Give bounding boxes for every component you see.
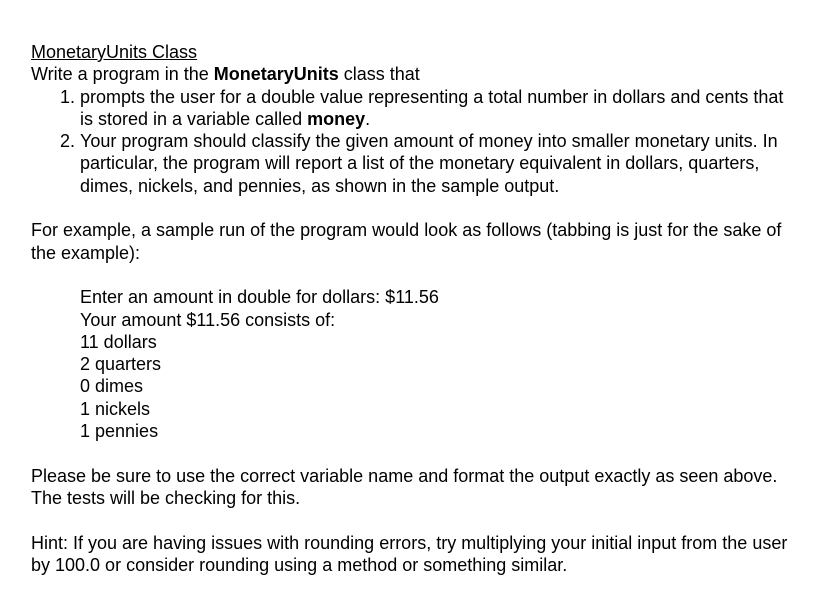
spacer bbox=[31, 442, 791, 464]
intro-suffix: class that bbox=[338, 64, 420, 85]
spacer bbox=[31, 509, 791, 531]
intro-text bbox=[31, 63, 791, 85]
sample-line: Your amount $11.56 consists of: bbox=[80, 309, 336, 330]
sample-line: 11 dollars bbox=[80, 331, 157, 352]
spacer bbox=[31, 264, 791, 286]
example-intro: For example, a sample run of the program would look as follows (tabbing is just for the sake of the example): bbox=[31, 220, 782, 263]
steps-list bbox=[31, 86, 791, 197]
step-item bbox=[80, 130, 791, 197]
sample-line: Enter an amount in double for dollars: $11.56 bbox=[80, 287, 439, 308]
sample-line: 1 nickels bbox=[80, 398, 151, 419]
step-1-prefix: prompts the user for a double value representing a total number in dollars and cents that is stored in a variable called bbox=[80, 86, 784, 129]
sample-line: 0 dimes bbox=[80, 376, 144, 397]
document-body bbox=[31, 41, 791, 576]
step-1-variable-name: money bbox=[307, 108, 366, 129]
sample-line: 1 pennies bbox=[80, 421, 159, 442]
sample-output bbox=[31, 286, 791, 442]
step-item bbox=[80, 86, 791, 131]
intro-class-name: MonetaryUnits bbox=[213, 64, 339, 85]
page-title: MonetaryUnits Class bbox=[31, 42, 198, 62]
spacer bbox=[31, 197, 791, 219]
hint-text: Hint: If you are having issues with rounding errors, try multiplying your initial input from the user by 100.0 or consider rounding using a method or something similar. bbox=[31, 532, 788, 575]
step-1-suffix: . bbox=[365, 108, 371, 129]
sample-line: 2 quarters bbox=[80, 354, 162, 375]
intro-prefix: Write a program in the bbox=[31, 64, 214, 85]
format-note: Please be sure to use the correct variable name and format the output exactly as seen above. The tests will be checking for this. bbox=[31, 465, 778, 508]
step-2-text: Your program should classify the given amount of money into smaller monetary units. In particular, the program will report a list of the monetary equivalent in dollars, quarters, dimes, nickels, and pennies, as shown in the sample output. bbox=[80, 131, 778, 196]
